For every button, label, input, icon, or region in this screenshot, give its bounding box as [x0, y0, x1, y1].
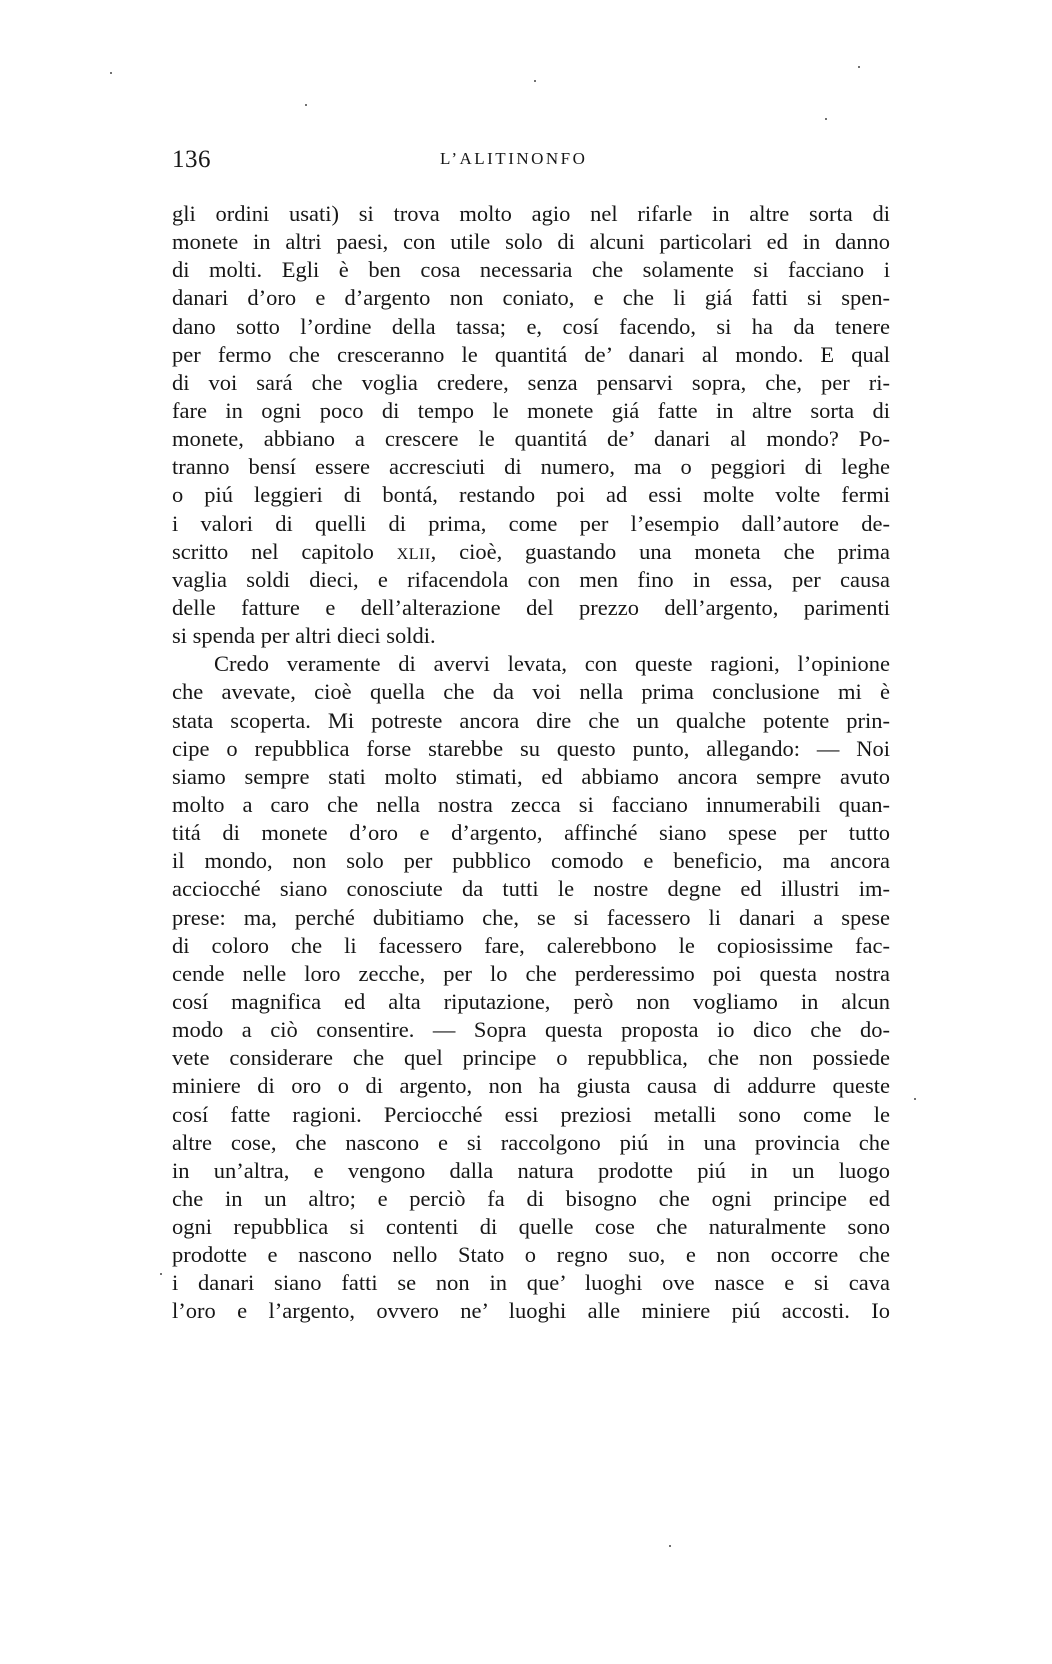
text-line: dano sotto l’ordine della tassa; e, cosí facendo, si ha da tenere [172, 313, 890, 339]
text-line: miniere di oro o di argento, non ha giusta causa di addurre queste [172, 1073, 890, 1099]
scan-speck [534, 80, 536, 82]
text-line: per fermo che cresceranno le quantitá de’ danari al mondo. E qual [172, 341, 890, 367]
text-line: danari d’oro e d’argento non coniato, e che li giá fatti si spen- [172, 285, 890, 311]
running-title: L’ALITINONFO [440, 149, 588, 168]
text-line: modo a ciò consentire. — Sopra questa proposta io dico che do- [172, 1017, 890, 1043]
text-line: delle fatture e dell’alterazione del prezzo dell’argento, parimenti [172, 594, 890, 620]
text-line: che in un altro; e perciò fa di bisogno che ogni principe ed [172, 1185, 890, 1211]
page-number: 136 [172, 146, 211, 173]
scan-speck [110, 72, 112, 74]
body-text [172, 200, 890, 1326]
text-line: cipe o repubblica forse starebbe su questo punto, allegando: — Noi [172, 735, 890, 761]
text-line: altre cose, che nascono e si raccolgono piú in una provincia che [172, 1129, 890, 1155]
text-line: che avevate, cioè quella che da voi nella prima conclusione mi è [172, 679, 890, 705]
text-line: vete considerare che quel principe o repubblica, che non possiede [172, 1045, 890, 1071]
text-line: l’oro e l’argento, ovvero ne’ luoghi alle miniere piú accosti. Io [172, 1298, 890, 1324]
scan-speck [858, 66, 860, 68]
chapter-number: xlii [396, 538, 431, 564]
text-line: acciocché siano conosciute da tutti le nostre degne ed illustri im- [172, 876, 890, 902]
text-line: i valori di quelli di prima, come per l’esempio dall’autore de- [172, 510, 890, 536]
text-line: molto a caro che nella nostra zecca si facciano innumerabili quan- [172, 791, 890, 817]
text-line: i danari siano fatti se non in que’ luoghi ove nasce e si cava [172, 1270, 890, 1296]
text-line: monete, abbiano a crescere le quantitá de’ danari al mondo? Po- [172, 426, 890, 452]
text-line: o piú leggieri di bontá, restando poi ad essi molte volte fermi [172, 482, 890, 508]
scan-speck [160, 1273, 162, 1275]
text-line: monete in altri paesi, con utile solo di alcuni particolari ed in danno [172, 229, 890, 255]
text-segment: scritto nel capitolo [172, 538, 397, 564]
text-line: siamo sempre stati molto stimati, ed abbiamo ancora sempre avuto [172, 763, 890, 789]
text-line: cende nelle loro zecche, per lo che perderessimo poi questa nostra [172, 960, 890, 986]
scan-speck [305, 104, 307, 106]
text-line: gli ordini usati) si trova molto agio nel rifarle in altre sorta di [172, 201, 890, 226]
text-line: fare in ogni poco di tempo le monete giá fatte in altre sorta di [172, 397, 890, 423]
text-line: prese: ma, perché dubitiamo che, se si facessero li danari a spese [172, 904, 890, 930]
text-line: prodotte e nascono nello Stato o regno suo, e non occorre che [172, 1242, 890, 1268]
scan-speck [669, 1545, 671, 1547]
text-line: il mondo, non solo per pubblico comodo e beneficio, ma ancora [172, 848, 890, 874]
text-line: di molti. Egli è ben cosa necessaria che solamente si facciano i [172, 257, 890, 283]
text-line: in un’altra, e vengono dalla natura prodotte piú in un luogo [172, 1157, 890, 1183]
text-line: titá di monete d’oro e d’argento, affinché siano spese per tutto [172, 820, 890, 846]
text-line: stata scoperta. Mi potreste ancora dire che un qualche potente prin- [172, 707, 890, 733]
text-line: di coloro che li facessero fare, calerebbono le copiosissime fac- [172, 932, 890, 958]
scan-speck [825, 118, 827, 120]
text-line: cosí magnifica ed alta riputazione, però non vogliamo in alcun [172, 988, 890, 1014]
text-line: Credo veramente di avervi levata, con queste ragioni, l’opinione [214, 651, 890, 677]
text-line: di voi sará che voglia credere, senza pensarvi sopra, che, per ri- [172, 369, 890, 395]
text-line [172, 538, 890, 566]
text-line: si spenda per altri dieci soldi. [172, 623, 436, 649]
text-line: cosí fatte ragioni. Perciocché essi preziosi metalli sono come le [172, 1101, 890, 1127]
text-segment: , cioè, guastando una moneta che prima [430, 538, 890, 564]
text-line: ogni repubblica si contenti di quelle cose che naturalmente sono [172, 1214, 890, 1240]
scan-speck [914, 1098, 916, 1100]
text-line: vaglia soldi dieci, e rifacendola con men fino in essa, per causa [172, 566, 890, 592]
text-line: tranno bensí essere accresciuti di numero, ma o peggiori di leghe [172, 454, 890, 480]
